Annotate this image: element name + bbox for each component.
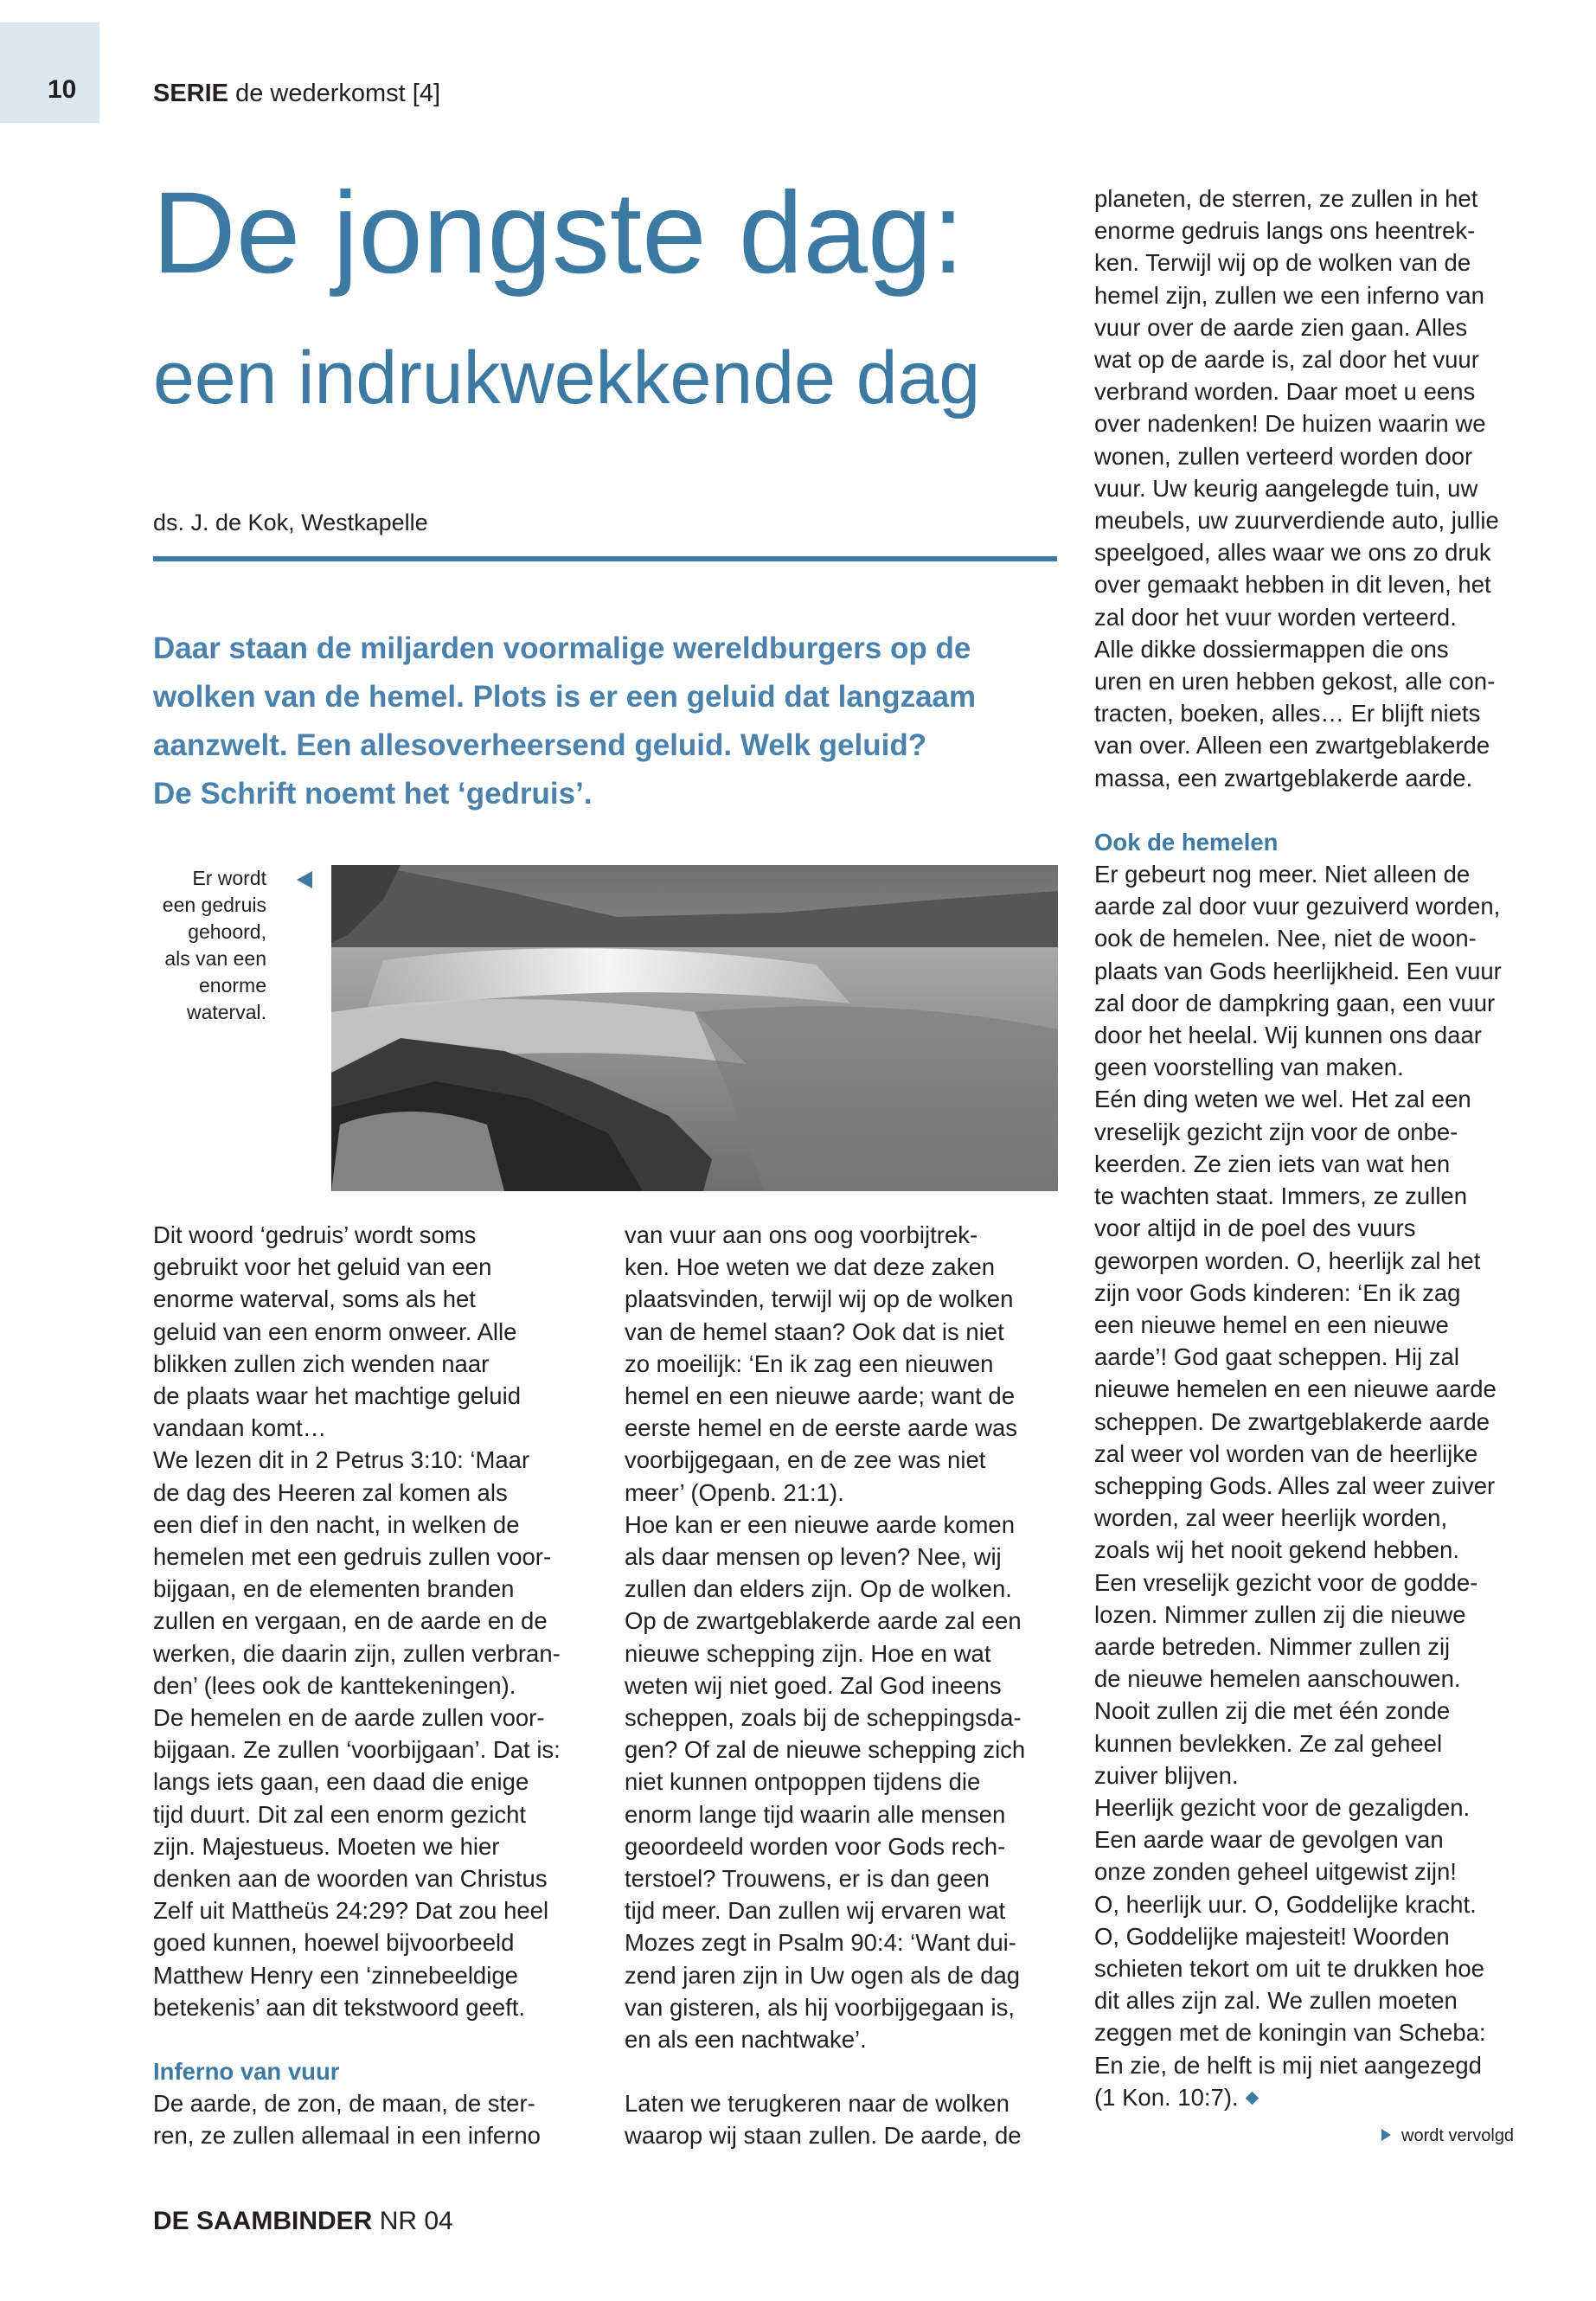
text-line: schieten tekort om uit te drukken hoe	[1094, 1954, 1484, 1982]
text-line: te wachten staat. Immers, ze zullen	[1094, 1183, 1468, 1210]
text-line: aarde’! God gaat scheppen. Hij zal	[1094, 1343, 1459, 1371]
text-line: worden, zal weer heerlijk worden,	[1094, 1504, 1448, 1532]
series-header	[153, 78, 440, 109]
text-line: zijn voor Gods kinderen: ‘En ik zag	[1094, 1279, 1461, 1306]
text-line: vuur over de aarde zien gaan. Alles	[1094, 313, 1468, 341]
text-line: tijd meer. Dan zullen wij ervaren wat	[625, 1897, 1006, 1925]
article-subtitle: een indrukwekkende dag	[153, 336, 981, 420]
text-line: (1 Kon. 10:7).	[1094, 2083, 1239, 2111]
intro-line: De Schrift noemt het ‘gedruis’.	[153, 777, 593, 811]
section-heading: Ook de hemelen	[1094, 828, 1279, 856]
text-line: Een vreselijk gezicht voor de godde-	[1094, 1568, 1478, 1596]
text-line: vreselijk gezicht zijn voor de onbe-	[1094, 1118, 1458, 1145]
text-line: zoals wij het nooit gekend hebben.	[1094, 1536, 1459, 1564]
text-line: De aarde, de zon, de maan, de ster-	[153, 2090, 535, 2118]
series-title: de wederkomst [4]	[235, 80, 441, 107]
waterfall-photo	[331, 865, 1058, 1191]
text-line: ken. Terwijl wij op de wolken van de	[1094, 249, 1471, 277]
text-line: schepping Gods. Alles zal weer zuiver	[1094, 1471, 1496, 1499]
intro-line: Daar staan de miljarden voormalige wereldburgers op de	[153, 631, 971, 665]
text-line: gen? Of zal de nieuwe schepping zich	[625, 1736, 1026, 1764]
magazine-name: DE SAAMBINDER	[153, 2207, 373, 2235]
text-line: door het heelal. Wij kunnen ons daar	[1094, 1022, 1482, 1049]
text-line: weten wij niet goed. Zal God ineens	[625, 1671, 1002, 1699]
text-line: blikken zullen zich wenden naar	[153, 1349, 490, 1377]
paragraph-gap	[153, 2023, 561, 2055]
text-line: En zie, de helft is mij niet aangezegd	[1094, 2051, 1482, 2079]
text-line: zijn. Majestueus. Moeten we hier	[153, 1832, 500, 1860]
text-line: vandaan komt…	[153, 1414, 327, 1442]
series-label: SERIE	[153, 80, 229, 107]
page-number: 10	[0, 22, 99, 123]
text-line: werken, die daarin zijn, zullen verbran-	[153, 1639, 561, 1667]
caption-line: een gedruis	[162, 894, 266, 916]
text-line: een nieuwe hemel en een nieuwe	[1094, 1311, 1449, 1338]
text-line: den’ (lees ook de kanttekeningen).	[153, 1671, 516, 1699]
text-line: Hoe kan er een nieuwe aarde komen	[625, 1510, 1015, 1538]
text-line: speelgoed, alles waar we ons zo druk	[1094, 539, 1491, 567]
caption-arrow-icon	[297, 871, 312, 888]
text-line: waarop wij staan zullen. De aarde, de	[625, 2122, 1022, 2150]
end-diamond-icon	[1245, 2092, 1259, 2106]
text-line: zal door de dampkring gaan, een vuur	[1094, 989, 1496, 1016]
text-line: tracten, boeken, alles… Er blijft niets	[1094, 700, 1481, 727]
continued-note	[1381, 2125, 1514, 2147]
text-line: zend jaren zijn in Uw ogen als de dag	[625, 1961, 1021, 1989]
text-line: tijd duurt. Dit zal een enorm gezicht	[153, 1800, 527, 1828]
text-line: van de hemel staan? Ook dat is niet	[625, 1317, 1004, 1345]
caption-line: Er wordt	[192, 867, 266, 889]
text-line: zullen dan elders zijn. Op de wolken.	[625, 1575, 1012, 1603]
body-column-2	[625, 1219, 1025, 2152]
issue-number: NR 04	[379, 2207, 453, 2235]
text-line: enorm lange tijd waarin alle mensen	[625, 1800, 1006, 1828]
text-line: gebruikt voor het geluid van een	[153, 1253, 492, 1281]
text-line: vuur. Uw keurig aangelegde tuin, uw	[1094, 474, 1478, 502]
text-line: meubels, uw zuurverdiende auto, jullie	[1094, 507, 1499, 535]
text-line: Eén ding weten we wel. Het zal een	[1094, 1086, 1471, 1113]
text-line: geworpen worden. O, heerlijk zal het	[1094, 1247, 1481, 1274]
text-line: ken. Hoe weten we dat deze zaken	[625, 1253, 996, 1281]
text-line: van gisteren, als hij voorbijgegaan is,	[625, 1993, 1015, 2021]
text-line: onze zonden geheel uitgewist zijn!	[1094, 1858, 1457, 1886]
section-heading: Inferno van vuur	[153, 2058, 340, 2086]
text-line: uren en uren hebben gekost, alle con-	[1094, 668, 1496, 695]
text-line: aarde zal door vuur gezuiverd worden,	[1094, 893, 1501, 920]
text-line: keerden. Ze zien iets van wat hen	[1094, 1150, 1451, 1177]
text-line: terstoel? Trouwens, er is dan geen	[625, 1865, 990, 1893]
text-line: de nieuwe hemelen aanschouwen.	[1094, 1665, 1461, 1693]
text-line: zo moeilijk: ‘En ik zag een nieuwen	[625, 1349, 994, 1377]
text-line: O, Goddelijke majesteit! Woorden	[1094, 1922, 1450, 1950]
text-line: Matthew Henry een ‘zinnebeeldige	[153, 1961, 518, 1989]
text-line: plaatsvinden, terwijl wij op de wolken	[625, 1285, 1014, 1313]
text-line: Er gebeurt nog meer. Niet alleen de	[1094, 861, 1471, 888]
text-line: O, heerlijk uur. O, Goddelijke kracht.	[1094, 1890, 1477, 1918]
text-line: denken aan de woorden van Christus	[153, 1865, 548, 1893]
body-column-1	[153, 1219, 561, 2152]
text-line: Op de zwartgeblakerde aarde zal een	[625, 1607, 1022, 1635]
text-line: eerste hemel en de eerste aarde was	[625, 1414, 1018, 1442]
text-line: scheppen. De zwartgeblakerde aarde	[1094, 1407, 1490, 1435]
text-line: Zelf uit Mattheüs 24:29? Dat zou heel	[153, 1897, 549, 1925]
text-line: Een aarde waar de gevolgen van	[1094, 1826, 1444, 1854]
body-column-3	[1094, 183, 1502, 2113]
text-line: hemel zijn, zullen we een inferno van	[1094, 281, 1484, 309]
text-line: scheppen, zoals bij de scheppingsda-	[625, 1704, 1022, 1732]
text-line: goed kunnen, hoewel bijvoorbeeld	[153, 1929, 515, 1957]
text-line: zullen en vergaan, en de aarde en de	[153, 1607, 548, 1635]
text-line: langs iets gaan, een daad die enige	[153, 1768, 529, 1796]
text-line: als daar mensen op leven? Nee, wij	[625, 1543, 1002, 1571]
text-line: de plaats waar het machtige geluid	[153, 1382, 521, 1410]
text-line: zal weer vol worden van de heerlijke	[1094, 1439, 1478, 1467]
text-line: Heerlijk gezicht voor de gezaligden.	[1094, 1793, 1471, 1821]
article-title: De jongste dag:	[152, 169, 965, 298]
footer	[153, 2204, 453, 2239]
caption-line: gehoord,	[188, 920, 266, 943]
title-divider	[153, 556, 1057, 561]
text-line: bijgaan, en de elementen branden	[153, 1575, 515, 1603]
text-line: over nadenken! De huizen waarin we	[1094, 410, 1486, 438]
text-line: massa, een zwartgeblakerde aarde.	[1094, 764, 1473, 792]
intro-paragraph	[153, 625, 1057, 818]
text-line: planeten, de sterren, ze zullen in het	[1094, 185, 1478, 212]
text-line: wat op de aarde is, zal door het vuur	[1094, 346, 1479, 374]
text-line: nieuwe schepping zijn. Hoe en wat	[625, 1639, 991, 1667]
text-line: zal door het vuur worden verteerd.	[1094, 603, 1457, 631]
author-byline: ds. J. de Kok, Westkapelle	[153, 510, 428, 535]
text-line: wonen, zullen verteerd worden door	[1094, 442, 1473, 470]
text-line: Dit woord ‘gedruis’ wordt soms	[153, 1221, 477, 1248]
text-line: enorme waterval, soms als het	[153, 1285, 476, 1313]
text-line: aarde betreden. Nimmer zullen zij	[1094, 1632, 1451, 1660]
text-line: ren, ze zullen allemaal in een inferno	[153, 2122, 541, 2150]
text-line: niet kunnen ontpoppen tijdens die	[625, 1768, 981, 1796]
text-line: van vuur aan ons oog voorbijtrek-	[625, 1221, 978, 1248]
text-line: meer’ (Openb. 21:1).	[625, 1478, 844, 1506]
text-line: zuiver blijven.	[1094, 1761, 1239, 1789]
text-line: We lezen dit in 2 Petrus 3:10: ‘Maar	[153, 1446, 530, 1474]
text-line: De hemelen en de aarde zullen voor-	[153, 1704, 545, 1732]
text-line: voorbijgegaan, en de zee was niet	[625, 1446, 986, 1474]
triangle-right-icon	[1381, 2129, 1391, 2141]
text-line: betekenis’ aan dit tekstwoord geeft.	[153, 1993, 526, 2021]
text-line: en als een nachtwake’.	[625, 2026, 867, 2054]
caption-line: als van een	[164, 947, 266, 970]
text-line: zeggen met de koningin van Scheba:	[1094, 2019, 1486, 2047]
text-line: over gemaakt hebben in dit leven, het	[1094, 571, 1491, 599]
text-line: een dief in den nacht, in welken de	[153, 1510, 520, 1538]
text-line: dit alles zijn zal. We zullen moeten	[1094, 1987, 1458, 2015]
last-line	[1094, 2081, 1502, 2113]
text-line: verbrand worden. Daar moet u eens	[1094, 378, 1476, 406]
text-line: geluid van een enorm onweer. Alle	[153, 1317, 517, 1345]
text-line: geen voorstelling van maken.	[1094, 1054, 1404, 1081]
text-line: lozen. Nimmer zullen zij die nieuwe	[1094, 1600, 1466, 1628]
intro-line: aanzwelt. Een allesoverheersend geluid. Welk geluid?	[153, 728, 927, 762]
text-line: Alle dikke dossiermappen die ons	[1094, 635, 1449, 663]
paragraph-gap	[1094, 794, 1502, 826]
text-line: voor altijd in de poel des vuurs	[1094, 1215, 1416, 1242]
text-line: bijgaan. Ze zullen ‘voorbijgaan’. Dat is:	[153, 1736, 561, 1764]
text-line: hemelen met een gedruis zullen voor-	[153, 1543, 552, 1571]
continued-label: wordt vervolgd	[1401, 2126, 1515, 2145]
text-line: plaats van Gods heerlijkheid. Een vuur	[1094, 957, 1502, 984]
text-line: de dag des Heeren zal komen als	[153, 1478, 508, 1506]
text-line: enorme gedruis langs ons heentrek-	[1094, 217, 1476, 245]
paragraph-gap	[625, 2055, 1025, 2087]
text-line: Laten we terugkeren naar de wolken	[625, 2090, 1010, 2118]
text-line: hemel en een nieuwe aarde; want de	[625, 1382, 1016, 1410]
text-line: nieuwe hemelen en een nieuwe aarde	[1094, 1375, 1497, 1403]
caption-line: enorme	[199, 974, 266, 997]
intro-line: wolken van de hemel. Plots is er een geluid dat langzaam	[153, 680, 977, 714]
photo-caption	[138, 865, 266, 1026]
text-line: kunnen bevlekken. Ze zal geheel	[1094, 1729, 1443, 1757]
text-line: Mozes zegt in Psalm 90:4: ‘Want dui-	[625, 1929, 1016, 1957]
text-line: ook de hemelen. Nee, niet de woon-	[1094, 925, 1477, 952]
text-line: Nooit zullen zij die met één zonde	[1094, 1697, 1451, 1725]
caption-line: waterval.	[186, 1001, 266, 1023]
text-line: van over. Alleen een zwartgeblakerde	[1094, 732, 1490, 760]
text-line: geoordeeld worden voor Gods rech-	[625, 1832, 1006, 1860]
